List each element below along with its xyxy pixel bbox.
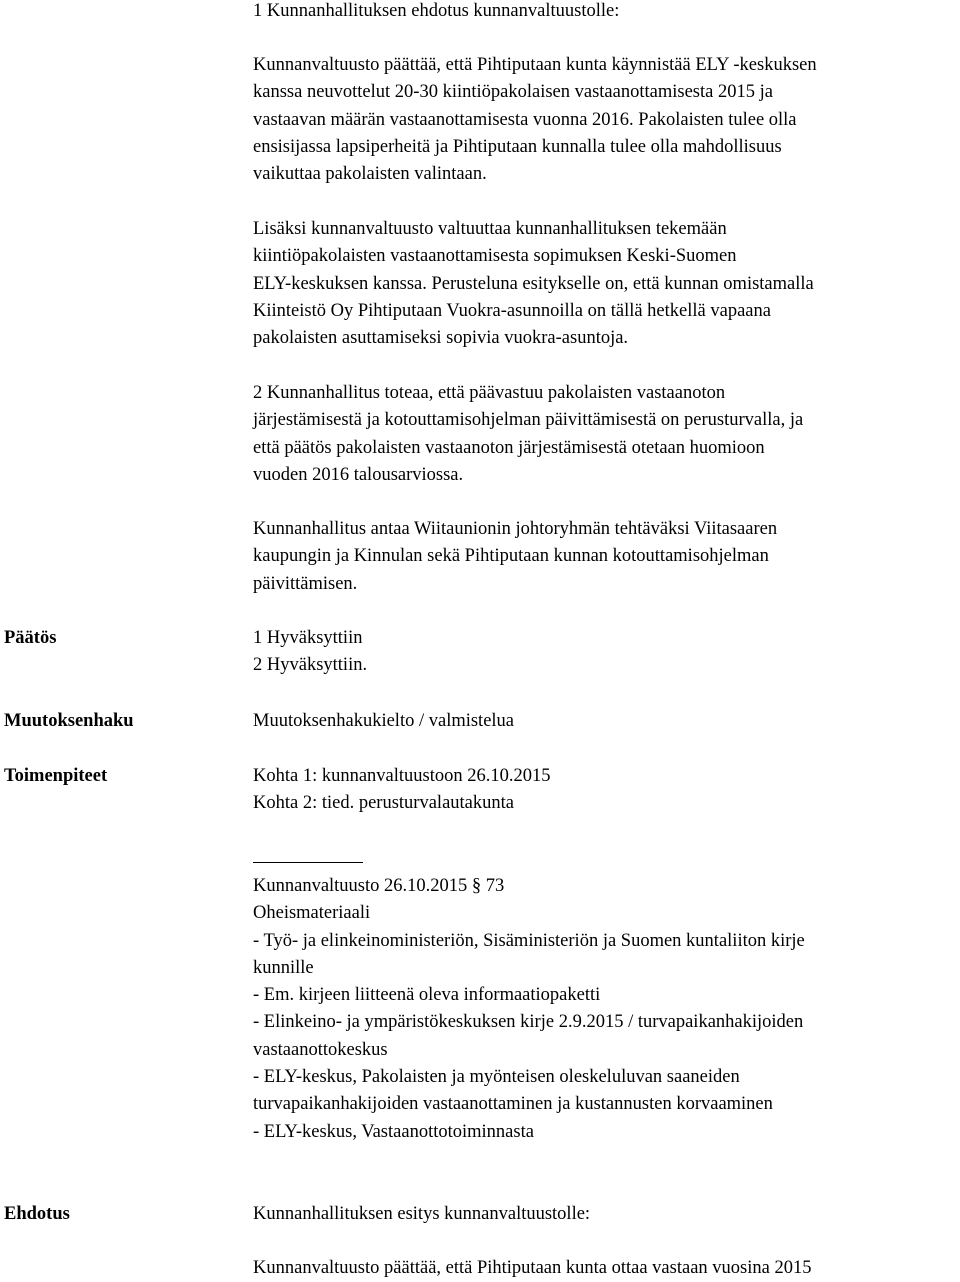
decision-label: Päätös xyxy=(4,628,57,648)
text-line: kiintiöpakolaisten vastaanottamisesta sopimuksen Keski-Suomen xyxy=(253,246,737,267)
text-line: että päätös pakolaisten vastaanoton järjestämisestä otetaan huomioon xyxy=(253,437,765,458)
paragraph-4 xyxy=(253,516,955,598)
text-line: Lisäksi kunnanvaltuusto valtuuttaa kunnanhallituksen tekemään xyxy=(253,219,727,239)
text-line: vastaavan määrän vastaanottamisesta vuonna 2016. Pakolaisten tulee olla xyxy=(253,109,797,130)
section-divider xyxy=(253,862,363,863)
decision-text xyxy=(253,625,955,680)
paragraph-2 xyxy=(253,216,955,352)
intro-heading: 1 Kunnanhallituksen ehdotus kunnanvaltuustolle: xyxy=(253,1,620,21)
text-line: 2 Kunnanhallitus toteaa, että päävastuu pakolaisten vastaanoton xyxy=(253,383,726,403)
council-reference: Kunnanvaltuusto 26.10.2015 § 73 xyxy=(253,876,505,896)
attachment-item: - ELY-keskus, Vastaanottotoiminnasta xyxy=(253,1121,534,1142)
attachment-item: - Elinkeino- ja ympäristökeskuksen kirje 2.9.2015 / turvapaikanhakijoiden xyxy=(253,1012,804,1033)
actions-label: Toimenpiteet xyxy=(4,766,108,786)
appeal-label: Muutoksenhaku xyxy=(4,711,134,731)
text-line: pakolaisten asuttamiseksi sopivia vuokra-asuntoja. xyxy=(253,328,629,349)
attachments-heading: Oheismateriaali xyxy=(253,903,371,924)
attachment-item: kunnille xyxy=(253,957,314,978)
actions-text xyxy=(253,763,955,818)
proposal-text: Kunnanvaltuusto päättää, että Pihtiputaan kunta ottaa vastaan vuosina 2015 xyxy=(253,1258,812,1278)
attachment-item: - Em. kirjeen liitteenä oleva informaatiopaketti xyxy=(253,985,601,1006)
council-section xyxy=(253,873,955,1146)
text-line: päivittämisen. xyxy=(253,573,358,594)
text-line: vuoden 2016 talousarviossa. xyxy=(253,464,464,485)
text-line: Kunnanhallitus antaa Wiitaunionin johtoryhmän tehtäväksi Viitasaaren xyxy=(253,519,778,539)
text-line: järjestämisestä ja kotouttamisohjelman päivittämisestä on perusturvalla, ja xyxy=(253,410,804,431)
appeal-text: Muutoksenhakukielto / valmistelua xyxy=(253,711,515,731)
text-line: ensisijassa lapsiperheitä ja Pihtiputaan kunnalla tulee olla mahdollisuus xyxy=(253,136,782,157)
attachment-item: turvapaikanhakijoiden vastaanottaminen ja kustannusten korvaaminen xyxy=(253,1094,773,1115)
proposal-heading: Kunnanhallituksen esitys kunnanvaltuustolle: xyxy=(253,1204,591,1224)
text-line: Kohta 2: tied. perusturvalautakunta xyxy=(253,793,514,814)
attachment-item: - Työ- ja elinkeinoministeriön, Sisäministeriön ja Suomen kuntaliiton kirje xyxy=(253,930,805,951)
text-line: kanssa neuvottelut 20-30 kiintiöpakolaisen vastaanottamisesta 2015 ja xyxy=(253,82,773,103)
text-line: kaupungin ja Kinnulan sekä Pihtiputaan kunnan kotouttamisohjelman xyxy=(253,546,769,567)
attachment-item: vastaanottokeskus xyxy=(253,1039,388,1060)
text-line: 1 Hyväksyttiin xyxy=(253,628,363,648)
text-line: ELY-keskuksen kanssa. Perusteluna esitykselle on, että kunnan omistamalla xyxy=(253,273,814,294)
text-line: Kunnanvaltuusto päättää, että Pihtiputaan kunta käynnistää ELY -keskuksen xyxy=(253,55,817,75)
attachment-item: - ELY-keskus, Pakolaisten ja myönteisen oleskeluluvan saaneiden xyxy=(253,1067,740,1088)
paragraph-1 xyxy=(253,52,955,188)
text-line: vaikuttaa pakolaisten valintaan. xyxy=(253,164,487,185)
text-line: Kohta 1: kunnanvaltuustoon 26.10.2015 xyxy=(253,766,551,786)
text-line: 2 Hyväksyttiin. xyxy=(253,655,368,676)
proposal-label: Ehdotus xyxy=(4,1204,70,1224)
text-line: Kiinteistö Oy Pihtiputaan Vuokra-asunnoilla on tällä hetkellä vapaana xyxy=(253,300,771,321)
paragraph-3 xyxy=(253,380,955,489)
